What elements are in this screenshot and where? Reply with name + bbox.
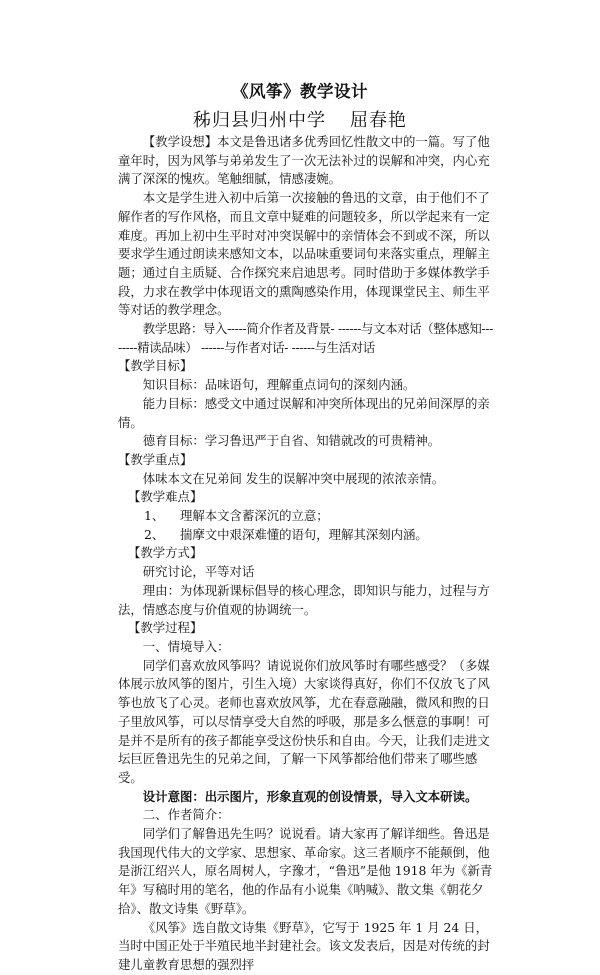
key-points-heading: 【教学重点】	[118, 451, 193, 467]
document-title: 《风筝》教学设计	[232, 82, 368, 101]
goal-moral: 德育目标：学习鲁迅严于自省、知错就改的可贵精神。	[142, 433, 441, 449]
goal-ability: 能力目标：感受文中通过误解和冲突所体现出的兄弟间深厚的亲情。	[118, 395, 490, 430]
difficulties-heading: 【教学难点】	[128, 489, 203, 505]
difficulty-text: 揣摩文中艰深难懂的语句，理解其深刻内涵。	[180, 526, 428, 542]
difficulty-number: 2、	[144, 526, 165, 542]
goals-heading: 【教学目标】	[118, 358, 193, 374]
design-paragraph-2: 本文是学生进入初中后第一次接触的鲁迅的文章，由于他们不了解作者的写作风格，而且文章中疑难的问题较多，所以学起来有一定难度。再加上初中生平时对冲突误解中的亲情体会不到或不深，所以要求学生通过朗读来感知文本，以品味重要词句来落实重点，理解主题；通过自主质疑、合作探究来启迪思考。同时借助于多媒体教学手段，力求在教学中体现语文的熏陶感染作用，体现课堂民主、师生平等对话的教学理念。	[118, 190, 490, 318]
section-1-design-intent: 设计意图：出示图片，形象直观的创设情景，导入文本研读。	[142, 788, 478, 804]
difficulty-text: 理解本文含蓄深沉的立意；	[180, 508, 329, 524]
document-body	[118, 133, 493, 975]
process-heading: 【教学过程】	[128, 620, 203, 636]
method-reason: 理由：为体现新课标倡导的核心理念，即知识与能力，过程与方法，情感态度与价值观的协调统一。	[118, 582, 490, 617]
difficulty-item	[118, 507, 493, 526]
section-2-text: 同学们了解鲁迅先生吗？说说看。请大家再了解详细些。鲁迅是我国现代伟大的文学家、思想家、革命家。这三者顺序不能颠倒，他是浙江绍兴人，原名周树人，字豫才，“鲁迅”是他 1918 年为《新青年》写稿时用的笔名，他的作品有小说集《呐喊》、散文集《朝花夕拾》、散文诗集《野草》。	[118, 826, 493, 916]
design-intro-paragraph: 【教学设想】本文是鲁迅诸多优秀回忆性散文中的一篇。写了他童年时，因为风筝与弟弟发生了一次无法补过的误解和冲突，内心充满了深深的愧疚。笔触细腻，情感凄婉。	[118, 134, 490, 187]
design-steps-paragraph: 教学思路：导入-----简介作者及背景- ------与文本对话（整体感知--------精读品味） ------与作者对话- ------与生活对话	[118, 321, 493, 355]
goal-knowledge: 知识目标：品味语句，理解重点词句的深刻内涵。	[142, 377, 416, 393]
section-1-title: 一、情境导入：	[142, 638, 230, 654]
section-1-text: 同学们喜欢放风筝吗？请说说你们放风筝时有哪些感受？（多媒体展示放风筝的图片，引生入境）大家谈得真好，你们不仅放飞了风筝也放飞了心灵。老师也喜欢放风筝，尤在春意融融，微风和煦的日子里放风筝，可以尽情享受大自然的呼吸，那是多么惬意的事啊！可是并不是所有的孩子都能享受这份快乐和自由。今天，让我们走进文坛巨匠鲁迅先生的兄弟之间，了解一下风筝都给他们带来了哪些感受。	[118, 657, 490, 785]
document-author-line	[0, 106, 600, 132]
difficulty-item	[118, 526, 493, 545]
author-name: 屈春艳	[350, 110, 407, 131]
author-school: 秭归县归州中学	[193, 110, 326, 131]
method-text: 研究讨论，平等对话	[142, 564, 255, 580]
section-2-text-2: 《风筝》选自散文诗集《野草》，它写于 1925 年 1 月 24 日，当时中国正处于半殖民地半封建社会。该文发表后，因是对传统的封建儿童教育思想的强烈抨	[118, 919, 490, 972]
section-2-title: 二、作者简介：	[142, 807, 230, 823]
difficulty-number: 1、	[144, 508, 165, 524]
key-points-text: 体味本文在兄弟间 发生的误解冲突中展现的浓浓亲情。	[142, 470, 445, 486]
method-heading: 【教学方式】	[128, 545, 203, 561]
